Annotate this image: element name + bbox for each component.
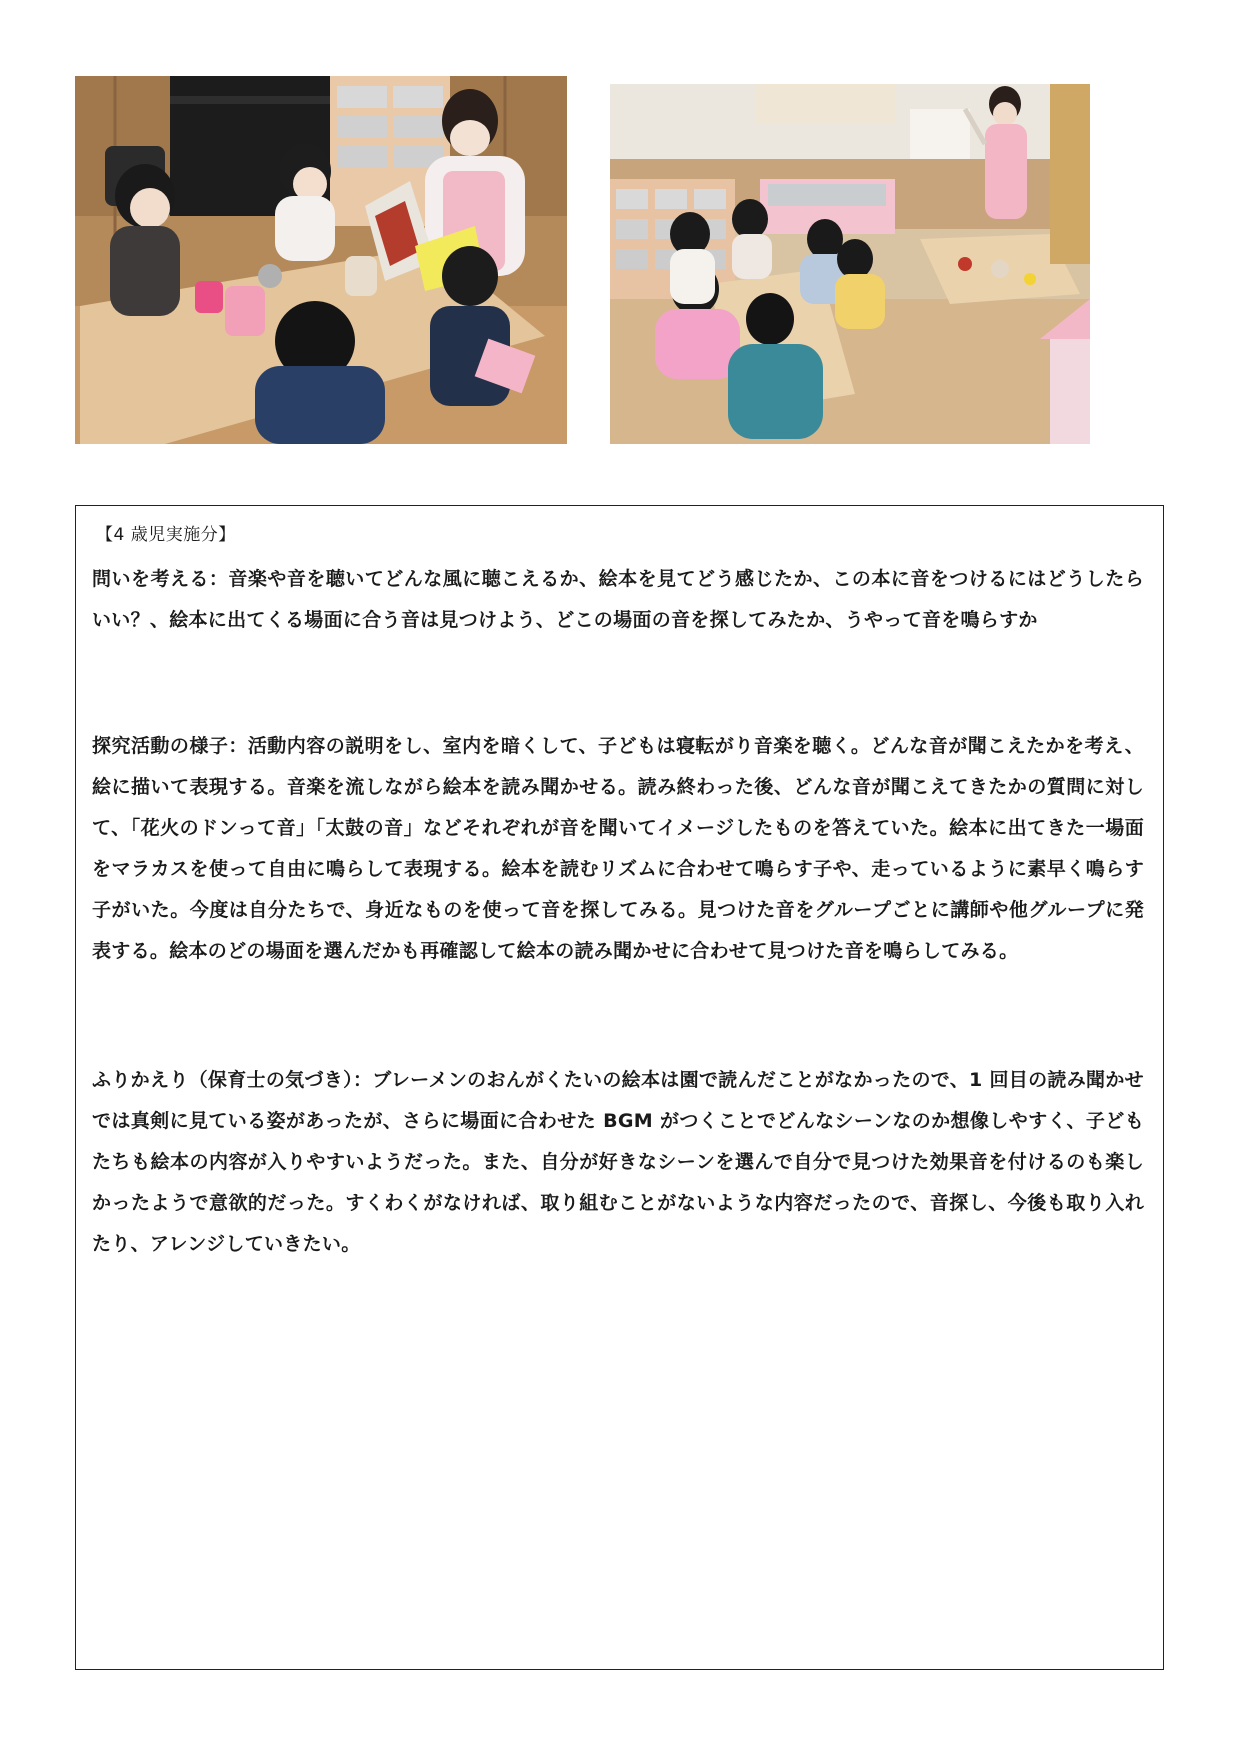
- photo-reading-session: [75, 76, 567, 444]
- photo-classroom-activity: [610, 84, 1090, 444]
- question-paragraph: 問いを考える：音楽や音を聴いてどんな風に聴こえるか、絵本を見てどう感じたか、この本に音をつけるにはどうしたらいい？、絵本に出てくる場面に合う音は見つけよう、どこの場面の音を探してみたか、うやって音を鳴らすか: [92, 568, 1144, 631]
- photo-reading-session-image: [75, 76, 567, 444]
- activity-paragraph: 探究活動の様子：活動内容の説明をし、室内を暗くして、子どもは寝転がり音楽を聴く。どんな音が聞こえたかを考え、絵に描いて表現する。音楽を流しながら絵本を読み聞かせる。読み終わった後、どんな音が聞こえてきたかの質問に対して、「花火のドンって音」「太鼓の音」などそれぞれが音を聞いてイメージしたものを答えていた。絵本に出てきた一場面をマラカスを使って自由に鳴らして表現する。絵本を読むリズムに合わせて鳴らす子や、走っているように素早く鳴らす子がいた。今度は自分たちで、身近なものを使って音を探してみる。見つけた音をグループごとに講師や他グループに発表する。絵本のどの場面を選んだかも再確認して絵本の読み聞かせに合わせて見つけた音を鳴らしてみる。: [92, 735, 1144, 962]
- photo-classroom-activity-image: [610, 84, 1090, 444]
- report-heading: 【4 歳児実施分】: [96, 525, 236, 545]
- reflection-paragraph: ふりかえり（保育士の気づき）：ブレーメンのおんがくたいの絵本は園で読んだことがなかったので、1 回目の読み聞かせでは真剣に見ている姿があったが、さらに場面に合わせた BGM がつくことでどんなシーンなのか想像しやすく、子どもたちも絵本の内容が入りやすいようだった。また、自分が好きなシーンを選んで自分で見つけた効果音を付けるのも楽しかったようで意欲的だった。すくわくがなければ、取り組むことがないような内容だったので、音探し、今後も取り入れたり、アレンジしていきたい。: [92, 1069, 1144, 1255]
- report-box: [75, 505, 1164, 1670]
